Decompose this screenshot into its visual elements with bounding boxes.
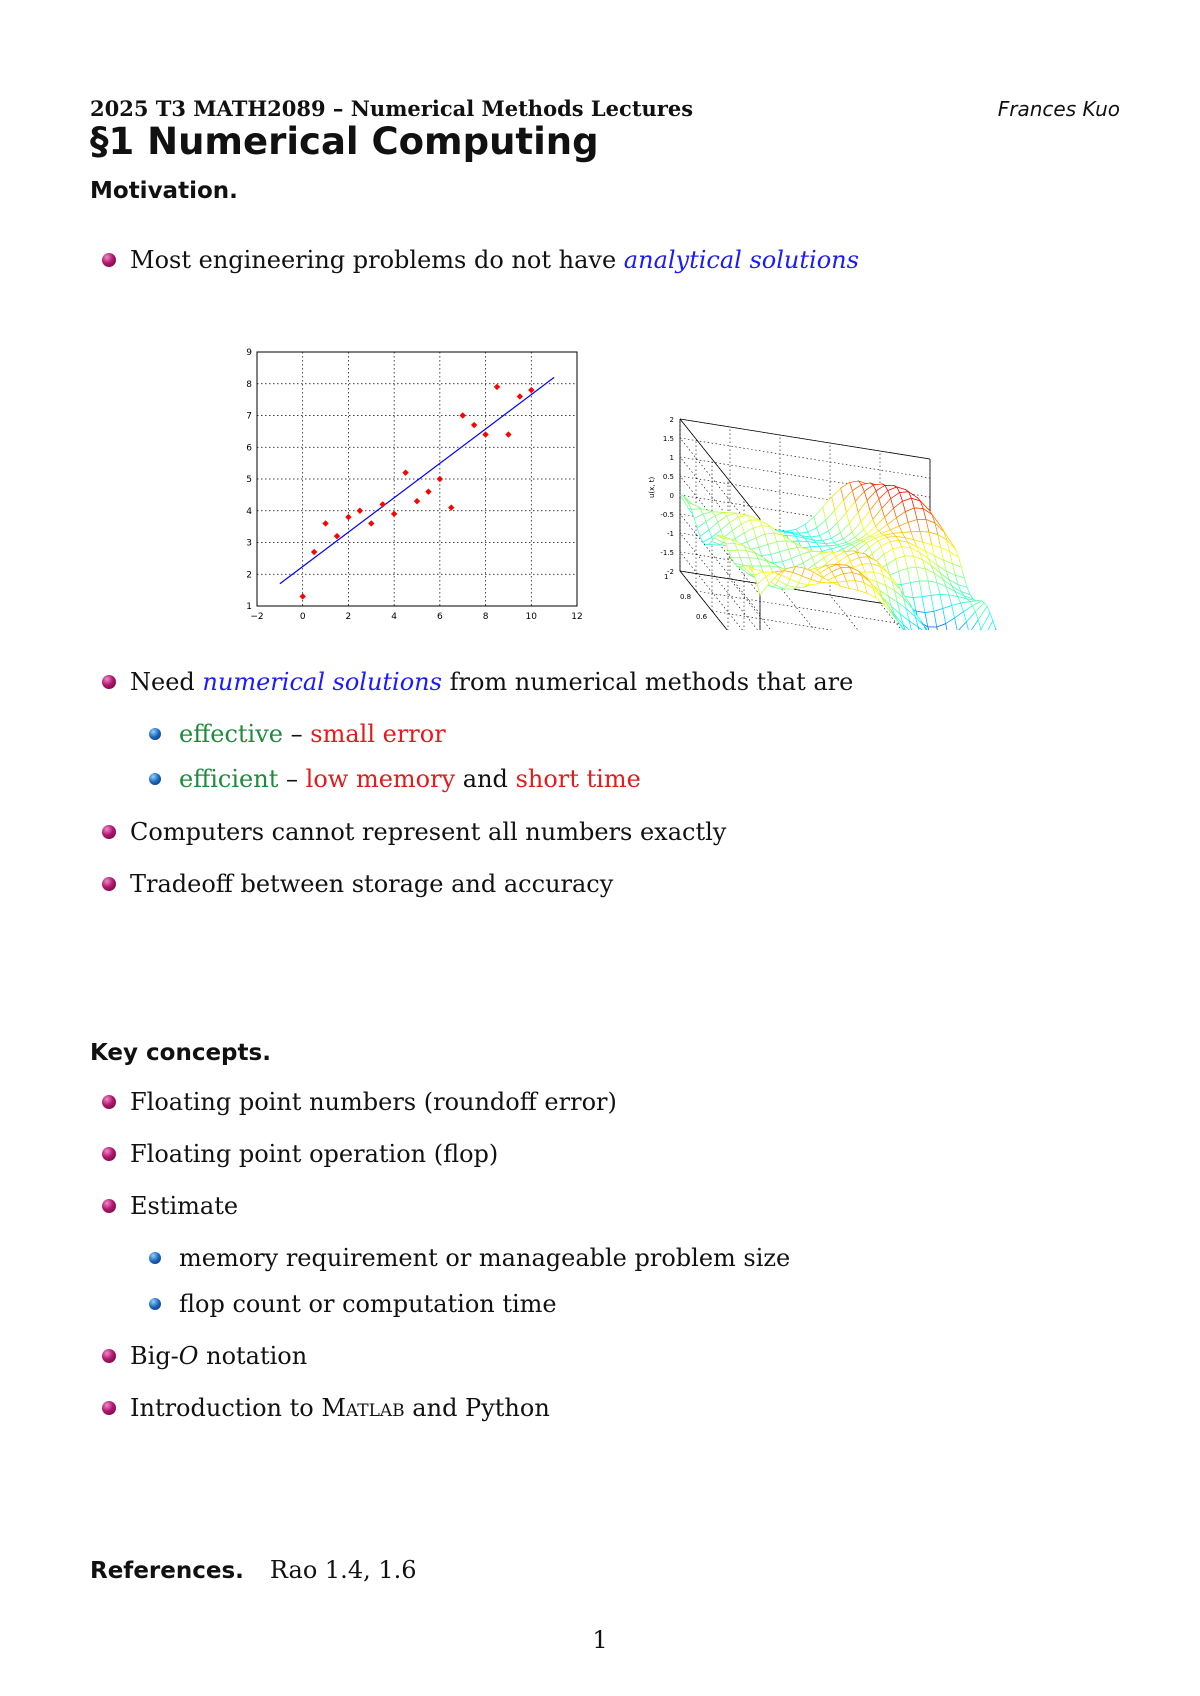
y-tick-label: 8 [246,379,252,390]
sub-bullet-ball-icon [149,773,161,785]
data-point [460,412,466,418]
motivation-sub-bullet-2 [149,765,641,793]
motivation-bullet-2 [102,668,853,696]
x-tick-label: 12 [571,612,583,622]
fit-line [280,377,554,583]
scatter-plot [0,320,600,630]
y-tick-label: 3 [246,538,252,549]
bullet-text: Big-O notation [130,1342,308,1370]
sub-bullet-ball-icon [149,728,161,740]
bullet-ball-icon [102,1401,116,1415]
bullet-ball-icon [102,1349,116,1363]
data-point [448,504,454,510]
figures-row [0,320,1200,630]
running-header [90,96,1120,121]
data-point [505,431,511,437]
box-edge [680,419,930,459]
y-tick-label: 1 [246,602,252,612]
bullet-ball-icon [102,1199,116,1213]
y-tick-label: 1 [664,573,669,581]
bullet-text: Floating point operation (flop) [130,1140,499,1168]
data-point [482,431,488,437]
data-point [380,501,386,507]
references [90,1556,417,1584]
sub-bullet-ball-icon [149,1298,161,1310]
z-tick-label: -1 [667,530,674,538]
data-point [391,511,397,517]
data-point [425,489,431,495]
data-point [437,476,443,482]
x-tick-label: 4 [391,612,398,622]
bullet-text: Need numerical solutions from numerical methods that are [130,668,854,696]
bullet-ball-icon [102,675,116,689]
y-tick-label: 2 [246,570,252,581]
y-tick-label: 5 [246,475,252,485]
bullet-text: memory requirement or manageable problem size [179,1244,791,1272]
z-tick-label: 1 [669,454,674,462]
data-point [471,422,477,428]
big-o-symbol: O [178,1342,199,1370]
z-tick-label: -2 [667,568,674,576]
bullet-ball-icon [102,825,116,839]
motivation-bullet-3 [102,818,726,846]
bullet-text: Most engineering problems do not have analytical solutions [130,246,859,274]
course-title: 2025 T3 MATH2089 – Numerical Methods Lectures [90,96,694,121]
key-bullet-4 [102,1342,307,1370]
x-tick-label: −2 [250,612,264,622]
box-edge [680,571,760,630]
bullet-text: flop count or computation time [179,1290,557,1318]
y-tick-label: 4 [246,506,252,517]
y-tick-label: 7 [246,411,252,422]
x-tick-label: 10 [525,612,538,622]
key-sub-bullet-2 [149,1290,557,1318]
references-label: References. [90,1558,244,1584]
bullet-text: Tradeoff between storage and accuracy [130,870,614,898]
emphasis-numerical-solutions: numerical solutions [202,668,442,696]
wall-grid-line [680,438,930,478]
emphasis-analytical-solutions: analytical solutions [623,246,859,274]
y-tick-label: 9 [246,348,252,358]
surface-plot [600,320,1200,630]
x-tick-label: 8 [482,612,489,622]
data-point [357,508,363,514]
z-tick-label: -0.5 [660,511,674,519]
motivation-bullet-1 [102,246,859,274]
z-tick-label: 2 [669,416,674,424]
data-point [414,498,420,504]
key-bullet-1 [102,1088,617,1116]
bullet-ball-icon [102,253,116,267]
data-point [494,384,500,390]
z-axis-label: u(x, t) [648,476,656,499]
bullet-text: Estimate [130,1192,239,1220]
key-sub-bullet-1 [149,1244,790,1272]
bullet-ball-icon [102,1147,116,1161]
y-tick-label: 0.6 [696,613,708,621]
z-tick-label: 0 [669,492,674,500]
key-concepts-heading: Key concepts. [90,1040,271,1066]
x-tick-label: 6 [436,612,443,622]
bullet-text: Computers cannot represent all numbers exactly [130,818,727,846]
data-point [300,593,306,599]
bullet-ball-icon [102,877,116,891]
data-point [402,469,408,475]
bullet-text: effective – small error [179,720,446,748]
page-number: 1 [592,1626,608,1654]
bullet-text: Floating point numbers (roundoff error) [130,1088,617,1116]
author-name: Frances Kuo [997,97,1120,121]
x-tick-label: 0 [299,612,306,622]
bullet-ball-icon [102,1095,116,1109]
data-point [517,393,523,399]
x-tick-label: 2 [345,612,352,622]
motivation-sub-bullet-1 [149,720,446,748]
data-point [311,549,317,555]
key-bullet-5 [102,1394,550,1422]
y-tick-label: 0.8 [680,593,692,601]
data-point [322,520,328,526]
bullet-text: efficient – low memory and short time [179,765,641,793]
motivation-bullet-4 [102,870,613,898]
z-tick-label: -1.5 [660,549,674,557]
page-title: §1 Numerical Computing [90,120,599,163]
z-tick-label: 1.5 [662,435,674,443]
matlab-name: Matlab [321,1394,405,1422]
bullet-text: Introduction to Matlab and Python [130,1394,550,1422]
key-bullet-2 [102,1140,498,1168]
data-point [368,520,374,526]
sub-bullet-ball-icon [149,1252,161,1264]
z-tick-label: 0.5 [662,473,674,481]
motivation-heading: Motivation. [90,178,238,204]
key-bullet-3 [102,1192,238,1220]
y-tick-label: 6 [246,443,252,454]
references-text: Rao 1.4, 1.6 [269,1556,417,1584]
data-point [345,514,351,520]
